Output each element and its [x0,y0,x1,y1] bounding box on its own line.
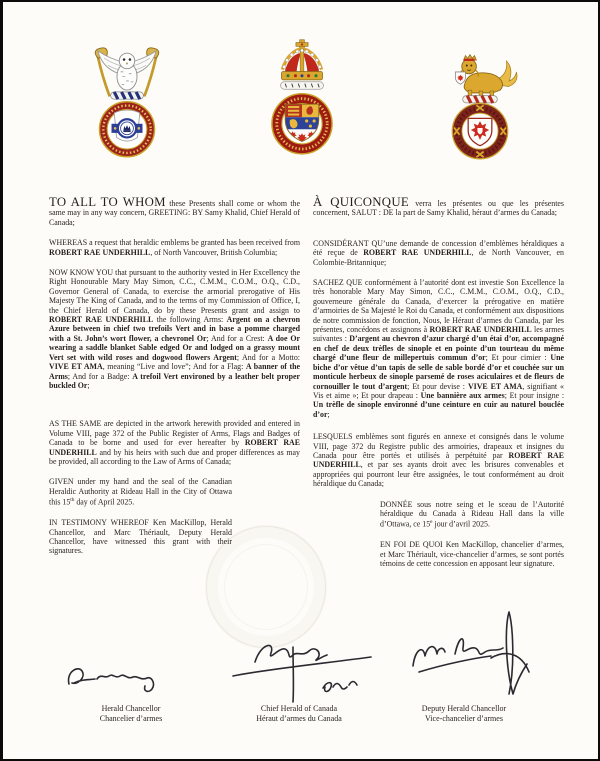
fr-paragraph-salut: À QUICONQUE verra les présentes ou que les présentes concernent, SALUT : DE la part de Samy Khalid, héraut d’armes du Canada; [313,195,564,218]
deputy-herald-chancellor-label [381,704,547,724]
arms-of-canada-image [260,34,344,165]
owl-badge-image [86,38,168,164]
fr-paragraph-en-foi: EN FOI DE QUOI Ken MacKillop, chancelier d’armes, et Marc Thériault, vice-chancelier d’armes, se sont portés témoins de cette concession en apposant leur signature. [380,540,564,569]
herald-chancellor-title-en: Herald Chancellor [101,704,161,713]
deputy-herald-chancellor-title-fr: Vice-chancelier d’armes [425,713,503,723]
chief-herald-title-en: Chief Herald of Canada [260,704,338,713]
en-paragraph-testimony: IN TESTIMONY WHEREOF Ken MacKillop, Herald Chancellor, and Marc Thériault, Deputy Herald Chancellor, have witnessed this grant with their signatures. [49,518,232,556]
deputy-herald-chancellor-signature [405,606,533,706]
fr-paragraph-concession: SACHEZ QUE conformément à l’autorité dont est investie Son Excellence la très honorable Mary May Simon, C.C., C.M.M., C.O.M., O.Q., C.D., gouverneure générale du Canada, d’exercer la prérogative en matière d’armoiries de Sa Majesté le Roi du Canada, et conformément aux dispositions de notre commission de fonction, Nous, le Héraut d’armes du Canada, par les présentes, concédons et assignons à ROBERT RAE UNDERHILL les armes suivantes : D’argent au chevron d’azur chargé d’un étai d’or, accompagné en chef de deux trèfles de sinople et en pointe d’un tourteau du même chargé d’une fleur de millepertuis commun d’or; Et pour cimier : Une biche d’or vêtue d’un tapis de selle de sable bordé d’or et couchée sur un monticule herbeux de sinople parsemé de roses aciculaires et de fleurs de cornouiller le tout d’argent; Et pour devise : VIVE ET AMA, signifiant « Vis et aime »; Et pour drapeau : Une bannière aux armes; Et pour insigne : Un trèfle de sinople environné d’une ceinture en cuir au naturel bouclée d’or; [313,278,565,419]
en-paragraph-whereas: WHEREAS a request that heraldic emblems be granted has been received from ROBERT RAE UNDERHILL, of North Vancouver, British Columbia; [49,238,300,257]
fr-paragraph-registre: LESQUELS emblèmes sont figurés en annexe et consignés dans le volume VIII, page 372 du Registre public des armoiries, drapeaux et insignes du Canada pour être portés et utilisés à perpétuité par ROBERT RAE UNDERHILL, et par ses ayants droit avec les brisures convenables et appropriées qui pourront leur être assignées, le tout conformément au droit héraldique du Canada; [313,432,564,489]
crowned-lion-maple-leaf-badge [439,40,521,164]
chief-herald-title-fr: Héraut d’armes du Canada [256,713,342,723]
herald-chancellor-signature [61,652,173,702]
deputy-herald-chancellor-title-en: Deputy Herald Chancellor [421,704,507,713]
en-paragraph-register: AS THE SAME are depicted in the artwork herewith provided and entered in Volume VIII, page 372 of the Public Register of Arms, Flags and Badges of Canada to be borne and used for ever hereafter by ROBERT RAE UNDERHILL and by his heirs with such due and proper differences as may be provided, all according to the Law of Arms of Canada; [49,419,300,466]
canadian-heraldic-authority-owl-badge [86,38,168,164]
en-paragraph-greeting: TO ALL TO WHOM these Presents shall come or whom the same may in any way concern, GREETING: BY Samy Khalid, Chief Herald of Canada; [49,195,300,227]
english-text-column [49,195,301,567]
en-paragraph-grant: NOW KNOW YOU that pursuant to the authority vested in Her Excellency the Right Honourable Mary May Simon, C.C., C.M.M., C.O.M., O.Q., C.D., Governor General of Canada, to exercise the armorial prerogative of His Majesty The King of Canada, and to the terms of my Commission of Office, I, the Chief Herald of Canada, do by these Presents grant and assign to ROBERT RAE UNDERHILL the following Arms: Argent on a chevron Azure between in chief two trefoils Vert and in base a pomme charged with a St. John’s wort flower, a chevronel Or; And for a Crest: A doe Or wearing a saddle blanket Sable edged Or and lodged on a grassy mount Vert set with wild roses and dogwood flowers Argent; And for a Motto: VIVE ET AMA, meaning “Live and love”; And for a Flag: A banner of the Arms; And for a Badge: A trefoil Vert environed by a leather belt proper buckled Or; [49,268,301,390]
fr-paragraph-considerant: CONSIDÉRANT QU’une demande de concession d’emblèmes héraldiques a été reçue de ROBERT RAE UNDERHILL, de North Vancouver, en Colombie-Britannique; [313,238,564,267]
arms-of-canada-crowned-badge [260,34,344,165]
en-paragraph-given: GIVEN under my hand and the seal of the Canadian Heraldic Authority at Rideau Hall in the City of Ottawa this 15th day of April 2025. [49,477,232,507]
herald-chancellor-title-fr: Chancelier d’armes [99,713,163,723]
fr-paragraph-donnee: DONNÉE sous notre seing et le sceau de l’Autorité héraldique du Canada à Rideau Hall dans la ville d’Ottawa, ce 15e jour d’avril 2025. [380,499,564,529]
lion-badge-image [439,40,521,164]
chief-herald-label [216,704,382,724]
herald-chancellor-label [51,704,211,724]
french-text-column [313,195,565,580]
chief-herald-signature [225,634,377,708]
